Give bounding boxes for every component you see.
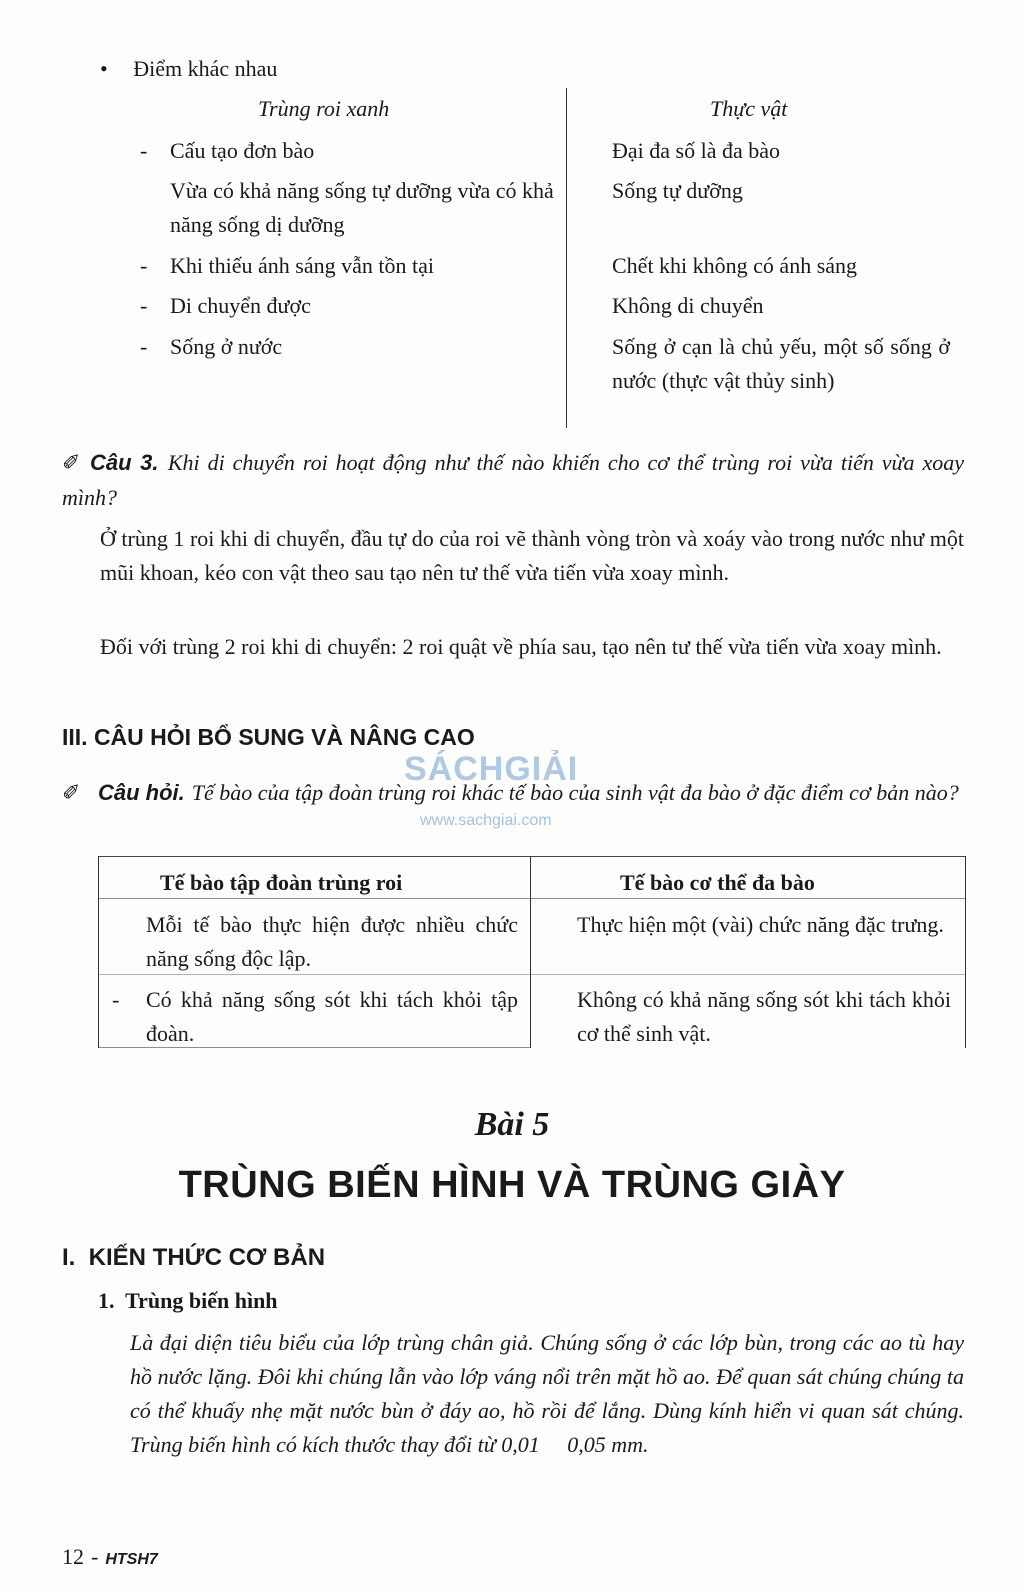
q3-question xyxy=(62,446,964,516)
subsection-title: 1. Trùng biến hình xyxy=(98,1288,278,1313)
lesson-paragraph: Là đại diện tiêu biểu của lớp trùng chân giả. Chúng sống ở các lớp bùn, trong các ao tù hay hồ nước lặng. Đôi khi chúng lẫn vào lớp váng nổi trên mặt hồ ao. Để quan sát chúng chúng ta có thể khuấy nhẹ mặt nước bùn ở đáy ao, hồ rồi để lắng. Dùng kính hiển vi quan sát chúng. Trùng biến hình có kích thước thay đổi từ 0,01 0,05 mm. xyxy=(130,1330,970,1457)
footer-separator: - xyxy=(91,1544,99,1569)
q3-question-text: Khi di chuyển roi hoạt động như thế nào khiến cho cơ thể trùng roi vừa tiến vừa xoay mình? xyxy=(62,450,964,510)
bullet-text: Điểm khác nhau xyxy=(133,56,278,81)
col1-item-1: Cấu tạo đơn bào xyxy=(170,138,315,163)
table-top-border xyxy=(98,856,966,857)
col1-item-2: Vừa có khả năng sống tự dưỡng vừa có khả năng sống dị dưỡng xyxy=(170,178,554,237)
col1-dash: - xyxy=(140,138,148,163)
col2-item-2: Sống tự dưỡng xyxy=(612,178,743,203)
col2-item-1: Đại đa số là đa bào xyxy=(612,138,780,163)
table-cell-right-1: Thực hiện một (vài) chức năng đặc trưng. xyxy=(577,912,944,937)
col1-header: Trùng roi xanh xyxy=(258,96,390,121)
col2-header: Thực vật xyxy=(710,96,788,121)
col2-item-3: Chết khi không có ánh sáng xyxy=(612,253,858,278)
lesson-number: Bài 5 xyxy=(474,1106,550,1143)
table-cell-left-2: Có khả năng sống sót khi tách khỏi tập đoàn. xyxy=(146,987,518,1046)
table-right-border xyxy=(965,856,966,1048)
table-cell-right-2: Không có khả năng sống sót khi tách khỏi cơ thể sinh vật. xyxy=(577,987,951,1046)
section-heading: III. CÂU HỎI BỔ SUNG VÀ NÂNG CAO xyxy=(62,724,475,750)
col1-dash: - xyxy=(140,334,148,359)
q3-label: Câu 3. xyxy=(90,450,159,475)
table-header-right: Tế bào cơ thể đa bào xyxy=(620,870,815,895)
table-cell-left-1: Mỗi tế bào thực hiện được nhiều chức năng sống độc lập. xyxy=(146,912,518,971)
section-basic-knowledge: I. KIẾN THỨC CƠ BẢN xyxy=(62,1244,326,1271)
col1-dash: - xyxy=(140,253,148,278)
extra-question-label: Câu hỏi. xyxy=(98,780,185,805)
page-number: 12 xyxy=(62,1544,84,1569)
page-footer xyxy=(62,1544,158,1570)
col2-item-4: Không di chuyển xyxy=(612,293,764,318)
lesson-title: TRÙNG BIẾN HÌNH VÀ TRÙNG GIÀY xyxy=(178,1164,846,1206)
pencil-icon: ✐ xyxy=(62,450,81,475)
extra-question-text: Tế bào của tập đoàn trùng roi khác tế bào của sinh vật đa bào ở đặc điểm cơ bản nào? xyxy=(191,780,959,805)
bullet-line xyxy=(100,52,277,86)
pencil-icon: ✐ xyxy=(62,780,81,805)
col1-item-3: Khi thiếu ánh sáng vẫn tồn tại xyxy=(170,253,434,278)
watermark-logo: SÁCHGIẢI xyxy=(404,750,579,788)
watermark-url: www.sachgiai.com xyxy=(420,812,552,829)
col1-item-5: Sống ở nước xyxy=(170,334,283,359)
book-code: HTSH7 xyxy=(105,1551,158,1568)
q3-answer-1: Ở trùng 1 roi khi di chuyển, đầu tự do của roi vẽ thành vòng tròn và xoáy vào trong nước như một mũi khoan, kéo con vật theo sau tạo nên tư thế vừa tiến vừa xoay mình. xyxy=(100,526,964,585)
table-middle-border xyxy=(530,856,531,1048)
table-dash: - xyxy=(112,987,120,1012)
column-divider xyxy=(566,88,567,428)
col2-item-5: Sống ở cạn là chủ yếu, một số sống ở nước (thực vật thủy sinh) xyxy=(612,334,950,393)
table-left-border xyxy=(98,856,99,1048)
col1-dash: - xyxy=(140,293,148,318)
table-header-left: Tế bào tập đoàn trùng roi xyxy=(160,870,403,895)
q3-answer-2: Đối với trùng 2 roi khi di chuyển: 2 roi quật về phía sau, tạo nên tư thế vừa tiến vừa xoay mình. xyxy=(100,634,942,659)
extra-question xyxy=(62,776,964,811)
bullet-dot: • xyxy=(100,56,108,81)
col1-item-4: Di chuyển được xyxy=(170,293,311,318)
